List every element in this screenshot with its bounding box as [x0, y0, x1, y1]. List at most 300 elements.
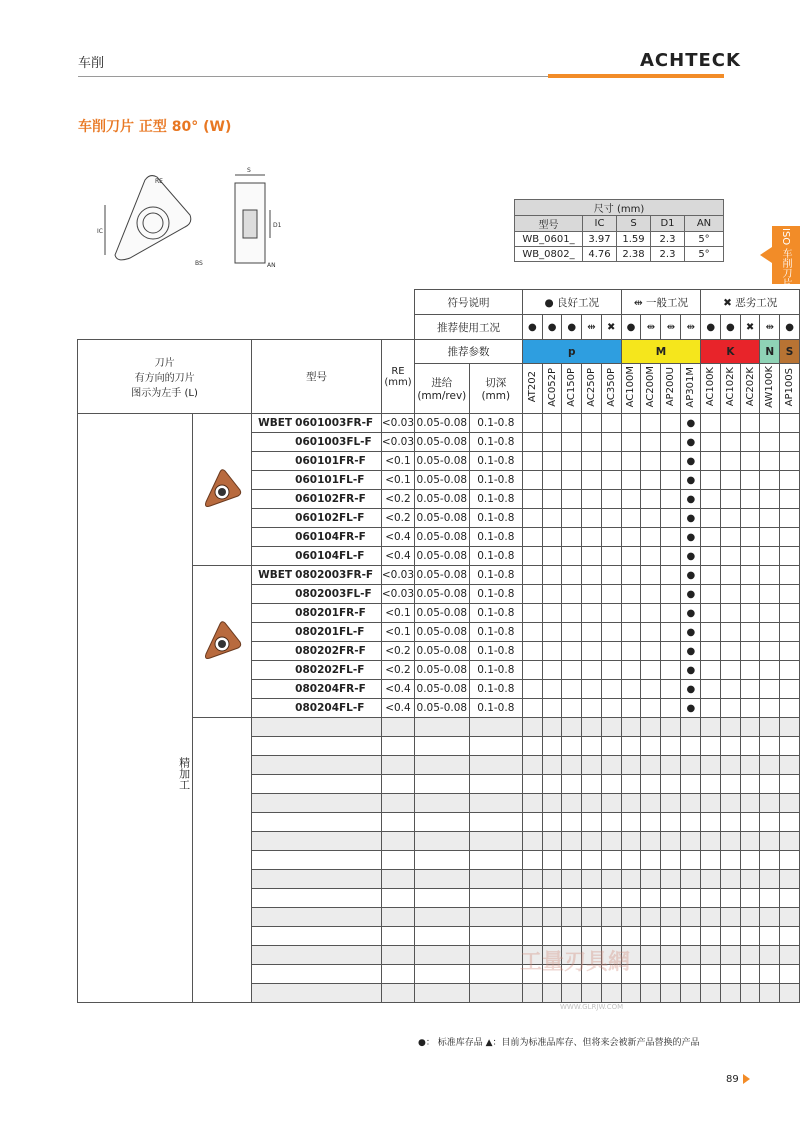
empty-cell	[621, 984, 641, 1003]
grade-header	[601, 364, 621, 414]
empty-cell	[381, 965, 414, 984]
condition-symbol: ⇹	[582, 315, 602, 340]
grade-cell	[701, 642, 721, 661]
empty-cell	[740, 813, 760, 832]
insert-photo	[200, 468, 244, 508]
dim-header: D1	[651, 216, 685, 232]
grade-cell	[601, 623, 621, 642]
empty-cell	[542, 889, 562, 908]
empty-cell	[562, 756, 582, 775]
empty-cell	[601, 813, 621, 832]
empty-cell	[601, 737, 621, 756]
empty-cell	[661, 851, 681, 870]
grade-cell	[721, 604, 741, 623]
empty-cell	[381, 984, 414, 1003]
grade-cell	[562, 471, 582, 490]
re-cell: <0.1	[381, 623, 414, 642]
grade-cell	[701, 490, 721, 509]
header-divider	[78, 76, 548, 77]
grade-cell	[701, 604, 721, 623]
empty-cell	[721, 737, 741, 756]
grade-cell	[542, 585, 562, 604]
grade-cell	[601, 661, 621, 680]
empty-cell	[542, 851, 562, 870]
grade-cell	[621, 680, 641, 699]
grade-cell	[582, 699, 602, 718]
depth-cell: 0.1-0.8	[469, 471, 522, 490]
empty-cell	[542, 737, 562, 756]
grade-cell	[621, 452, 641, 471]
empty-cell	[252, 756, 382, 775]
empty-cell	[641, 737, 661, 756]
grade-cell	[523, 547, 543, 566]
empty-cell	[701, 775, 721, 794]
empty-cell	[469, 775, 522, 794]
dim-header: AN	[685, 216, 724, 232]
empty-cell	[760, 851, 780, 870]
empty-cell	[381, 927, 414, 946]
grade-cell	[641, 661, 661, 680]
empty-cell	[760, 984, 780, 1003]
grade-cell	[721, 585, 741, 604]
grade-label: AT202	[526, 371, 538, 403]
grade-cell	[601, 585, 621, 604]
empty-cell	[681, 756, 701, 775]
empty-cell	[701, 984, 721, 1003]
empty-cell	[780, 737, 800, 756]
empty-cell	[641, 927, 661, 946]
model-cell	[252, 642, 382, 661]
empty-cell	[760, 946, 780, 965]
grade-cell	[721, 433, 741, 452]
grade-label: AP301M	[685, 366, 697, 408]
grade-cell	[582, 452, 602, 471]
grade-cell	[562, 490, 582, 509]
grade-cell	[661, 509, 681, 528]
feed-cell: 0.05-0.08	[415, 547, 470, 566]
empty-cell	[582, 851, 602, 870]
empty-cell	[415, 946, 470, 965]
dim-label-bs: BS	[195, 260, 203, 267]
grade-cell	[701, 433, 721, 452]
model-cell	[252, 623, 382, 642]
re-cell: <0.1	[381, 452, 414, 471]
model-code: 080204FR-F	[295, 683, 366, 695]
empty-cell	[621, 927, 641, 946]
grade-label: AC200M	[645, 366, 657, 408]
grade-cell	[641, 490, 661, 509]
empty-cell	[582, 775, 602, 794]
model-cell	[252, 471, 382, 490]
grade-cell	[601, 528, 621, 547]
feed-cell: 0.05-0.08	[415, 642, 470, 661]
grade-cell	[621, 585, 641, 604]
feed-cell: 0.05-0.08	[415, 699, 470, 718]
depth-cell: 0.1-0.8	[469, 433, 522, 452]
grade-cell	[641, 509, 661, 528]
grade-cell	[621, 490, 641, 509]
grade-cell	[641, 585, 661, 604]
empty-cell	[780, 794, 800, 813]
empty-cell	[780, 927, 800, 946]
re-cell: <0.4	[381, 680, 414, 699]
grade-cell	[601, 490, 621, 509]
grade-cell	[621, 642, 641, 661]
dim-label-ic: IC	[97, 228, 103, 235]
empty-cell	[469, 965, 522, 984]
empty-cell	[562, 718, 582, 737]
empty-cell	[661, 889, 681, 908]
empty-cell	[523, 889, 543, 908]
empty-cell	[252, 965, 382, 984]
re-cell: <0.2	[381, 642, 414, 661]
dim-cell: 2.3	[651, 232, 685, 247]
empty-cell	[641, 775, 661, 794]
grade-cell	[760, 623, 780, 642]
feed-cell: 0.05-0.08	[415, 471, 470, 490]
empty-cell	[582, 927, 602, 946]
empty-cell	[681, 965, 701, 984]
empty-cell	[641, 718, 661, 737]
empty-cell	[641, 984, 661, 1003]
model-code: 060104FL-F	[295, 550, 365, 562]
grade-cell	[780, 661, 800, 680]
feed-column-header: 进给 (mm/rev)	[415, 364, 470, 414]
grade-cell	[601, 699, 621, 718]
empty-cell	[252, 927, 382, 946]
empty-cell	[469, 889, 522, 908]
grade-cell	[582, 433, 602, 452]
empty-cell	[523, 851, 543, 870]
depth-column-header: 切深 (mm)	[469, 364, 522, 414]
grade-cell	[760, 661, 780, 680]
empty-cell	[252, 718, 382, 737]
empty-cell	[760, 718, 780, 737]
empty-cell	[415, 927, 470, 946]
grade-cell	[601, 604, 621, 623]
grade-cell	[582, 528, 602, 547]
grade-cell	[641, 604, 661, 623]
empty-cell	[252, 851, 382, 870]
grade-cell	[601, 680, 621, 699]
empty-cell	[681, 927, 701, 946]
empty-cell	[562, 889, 582, 908]
empty-cell	[621, 775, 641, 794]
grade-cell	[562, 528, 582, 547]
grade-cell	[523, 699, 543, 718]
grade-cell	[542, 623, 562, 642]
grade-cell	[641, 528, 661, 547]
grade-cell	[542, 642, 562, 661]
grade-cell	[641, 680, 661, 699]
empty-cell	[681, 889, 701, 908]
grade-cell	[740, 661, 760, 680]
empty-cell	[641, 889, 661, 908]
model-code: 060102FL-F	[295, 512, 365, 524]
empty-cell	[760, 813, 780, 832]
grade-cell	[780, 528, 800, 547]
grade-cell	[601, 509, 621, 528]
empty-cell	[701, 946, 721, 965]
empty-cell	[701, 851, 721, 870]
empty-cell	[415, 718, 470, 737]
grade-cell	[721, 680, 741, 699]
grade-label: AC202K	[744, 367, 756, 407]
grade-cell	[601, 547, 621, 566]
empty-cell	[381, 813, 414, 832]
empty-cell	[381, 851, 414, 870]
material-group: M	[621, 340, 701, 364]
empty-cell	[621, 737, 641, 756]
empty-cell	[469, 737, 522, 756]
grade-label: AC250P	[585, 367, 597, 407]
empty-cell	[701, 832, 721, 851]
grade-cell	[562, 699, 582, 718]
depth-cell: 0.1-0.8	[469, 699, 522, 718]
dim-cell: 5°	[685, 232, 724, 247]
empty-cell	[681, 718, 701, 737]
header-accent-bar	[548, 74, 724, 78]
watermark-logo: 工量刃具網	[520, 950, 631, 975]
grade-cell	[523, 680, 543, 699]
empty-cell	[641, 946, 661, 965]
grade-cell	[740, 452, 760, 471]
grade-cell	[780, 509, 800, 528]
grade-cell	[760, 585, 780, 604]
empty-cell	[415, 775, 470, 794]
grade-cell	[701, 661, 721, 680]
empty-cell	[252, 984, 382, 1003]
grade-cell	[721, 471, 741, 490]
empty-cell	[469, 718, 522, 737]
empty-cell	[661, 927, 681, 946]
condition-symbol: ⇹	[641, 315, 661, 340]
feed-cell: 0.05-0.08	[415, 623, 470, 642]
empty-cell	[415, 832, 470, 851]
grade-cell	[661, 528, 681, 547]
grade-cell	[562, 509, 582, 528]
empty-cell	[681, 908, 701, 927]
grade-cell	[582, 490, 602, 509]
empty-cell	[701, 756, 721, 775]
grade-label: AC102K	[724, 367, 736, 407]
condition-symbol: ●	[562, 315, 582, 340]
empty-cell	[381, 718, 414, 737]
grade-cell	[523, 661, 543, 680]
empty-cell	[641, 794, 661, 813]
empty-cell	[740, 908, 760, 927]
empty-cell	[523, 794, 543, 813]
empty-cell	[469, 851, 522, 870]
empty-cell	[701, 737, 721, 756]
model-prefix: WBET	[258, 569, 293, 581]
grade-cell	[562, 604, 582, 623]
condition-symbol: ●	[523, 315, 543, 340]
stock-mark: ●	[681, 585, 701, 604]
grade-cell	[562, 661, 582, 680]
model-cell	[252, 699, 382, 718]
empty-cell	[740, 718, 760, 737]
empty-cell	[780, 718, 800, 737]
grade-cell	[542, 471, 562, 490]
grade-header	[661, 364, 681, 414]
empty-cell	[740, 737, 760, 756]
re-cell: <0.2	[381, 490, 414, 509]
re-cell: <0.2	[381, 509, 414, 528]
empty-cell	[661, 965, 681, 984]
empty-cell	[721, 984, 741, 1003]
depth-cell: 0.1-0.8	[469, 509, 522, 528]
grade-cell	[661, 680, 681, 699]
empty-cell	[780, 984, 800, 1003]
model-code: 0601003FL-F	[295, 436, 372, 448]
grade-cell	[582, 547, 602, 566]
empty-cell	[760, 775, 780, 794]
empty-cell	[582, 832, 602, 851]
legend-bad: ✖ 恶劣工况	[701, 290, 800, 315]
empty-cell	[601, 718, 621, 737]
empty-cell	[780, 851, 800, 870]
grade-cell	[721, 642, 741, 661]
grade-header	[562, 364, 582, 414]
material-group: p	[523, 340, 622, 364]
dim-cell: 1.59	[617, 232, 651, 247]
grade-cell	[542, 566, 562, 585]
grade-cell	[701, 471, 721, 490]
model-cell	[252, 585, 382, 604]
re-cell: <0.1	[381, 604, 414, 623]
empty-cell	[760, 889, 780, 908]
empty-cell	[661, 794, 681, 813]
empty-cell	[542, 870, 562, 889]
empty-cell	[641, 756, 661, 775]
grade-cell	[562, 414, 582, 433]
grade-header	[621, 364, 641, 414]
grade-cell	[740, 471, 760, 490]
grade-cell	[760, 547, 780, 566]
empty-cell	[641, 908, 661, 927]
model-cell	[252, 547, 382, 566]
grade-cell	[582, 680, 602, 699]
grade-cell	[661, 604, 681, 623]
empty-cell	[252, 737, 382, 756]
grade-header	[582, 364, 602, 414]
feed-cell: 0.05-0.08	[415, 680, 470, 699]
grade-label: AC100M	[625, 366, 637, 408]
grade-cell	[582, 642, 602, 661]
grade-cell	[721, 661, 741, 680]
grade-cell	[641, 699, 661, 718]
condition-symbol: ●	[780, 315, 800, 340]
stock-mark: ●	[681, 547, 701, 566]
empty-cell	[562, 775, 582, 794]
grade-cell	[641, 414, 661, 433]
dim-caption: 尺寸 (mm)	[515, 200, 724, 216]
grade-cell	[760, 699, 780, 718]
grade-header	[641, 364, 661, 414]
material-group: K	[701, 340, 760, 364]
stock-mark: ●	[681, 623, 701, 642]
stock-mark: ●	[681, 414, 701, 433]
empty-cell	[252, 908, 382, 927]
grade-cell	[661, 414, 681, 433]
grade-cell	[760, 604, 780, 623]
model-column-header: 型号	[252, 340, 382, 414]
dim-cell: 5°	[685, 247, 724, 262]
stock-mark: ●	[681, 604, 701, 623]
empty-cell	[721, 775, 741, 794]
re-cell: <0.1	[381, 471, 414, 490]
empty-cell	[415, 813, 470, 832]
empty-cell	[469, 832, 522, 851]
empty-cell	[740, 984, 760, 1003]
empty-cell	[523, 832, 543, 851]
insert-drawing	[95, 165, 290, 275]
empty-cell	[601, 908, 621, 927]
empty-cell	[523, 756, 543, 775]
empty-cell	[780, 889, 800, 908]
empty-cell	[601, 832, 621, 851]
model-code: 080201FR-F	[295, 607, 366, 619]
empty-cell	[523, 870, 543, 889]
re-cell: <0.03	[381, 414, 414, 433]
empty-cell	[780, 908, 800, 927]
stock-mark: ●	[681, 661, 701, 680]
empty-cell	[415, 851, 470, 870]
empty-cell	[469, 908, 522, 927]
grade-cell	[542, 547, 562, 566]
grade-cell	[542, 452, 562, 471]
empty-cell	[542, 927, 562, 946]
grade-cell	[542, 661, 562, 680]
grade-cell	[523, 528, 543, 547]
condition-symbol: ●	[621, 315, 641, 340]
feed-cell: 0.05-0.08	[415, 661, 470, 680]
empty-cell	[721, 870, 741, 889]
grade-cell	[542, 509, 562, 528]
grade-cell	[701, 528, 721, 547]
grade-cell	[780, 414, 800, 433]
empty-cell	[562, 851, 582, 870]
model-cell	[252, 490, 382, 509]
empty-cell	[661, 737, 681, 756]
depth-cell: 0.1-0.8	[469, 490, 522, 509]
empty-cell	[415, 889, 470, 908]
grade-cell	[661, 661, 681, 680]
grade-cell	[523, 490, 543, 509]
stock-mark: ●	[681, 642, 701, 661]
grade-cell	[701, 547, 721, 566]
empty-cell	[721, 965, 741, 984]
grade-cell	[780, 566, 800, 585]
empty-cell	[760, 870, 780, 889]
empty-cell	[562, 870, 582, 889]
grade-cell	[601, 414, 621, 433]
feed-cell: 0.05-0.08	[415, 566, 470, 585]
grade-cell	[740, 699, 760, 718]
empty-cell	[780, 965, 800, 984]
stock-mark: ●	[681, 566, 701, 585]
operation-label: 精加工	[78, 414, 193, 1003]
dim-cell: WB_0601_	[515, 232, 583, 247]
grade-cell	[701, 414, 721, 433]
empty-cell	[701, 965, 721, 984]
empty-cell	[562, 984, 582, 1003]
grade-cell	[701, 585, 721, 604]
empty-cell	[381, 775, 414, 794]
grade-cell	[760, 566, 780, 585]
grade-cell	[780, 433, 800, 452]
